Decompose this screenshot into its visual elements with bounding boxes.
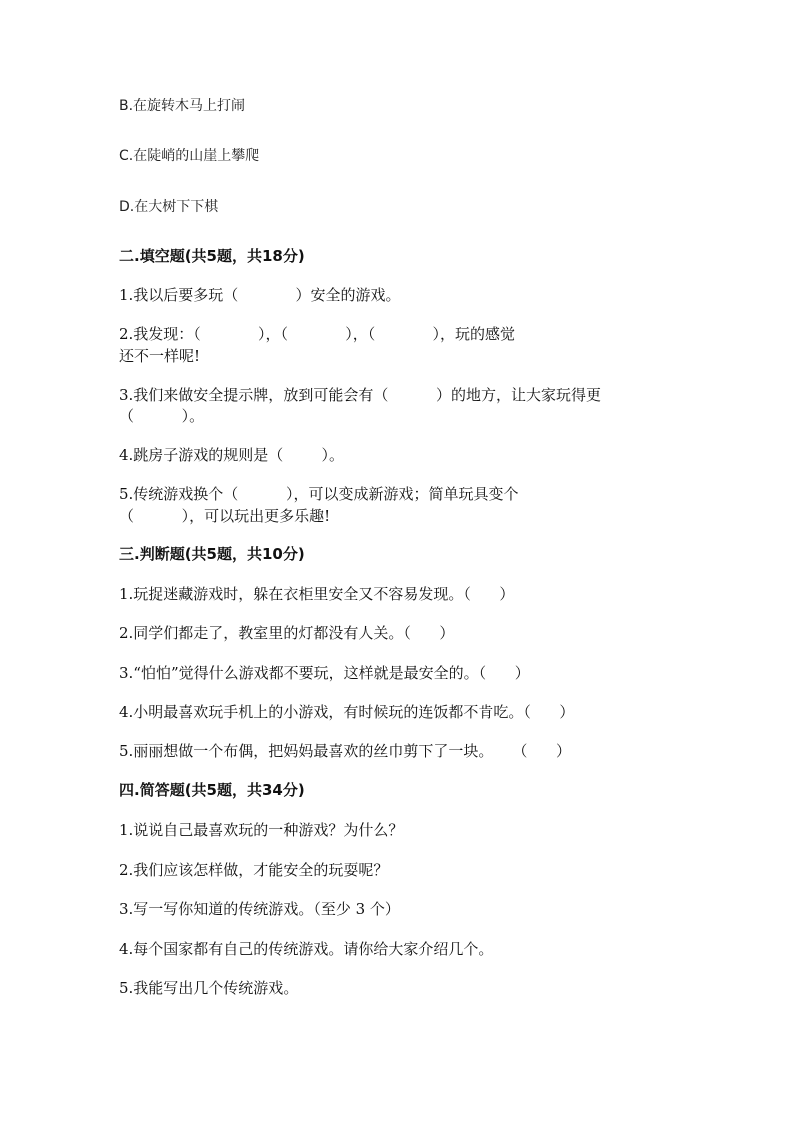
section-fill-heading: 二.填空题(共5题，共18分) bbox=[119, 247, 305, 265]
judge-question-3: 3.“怕怕”觉得什么游戏都不要玩，这样就是最安全的。（ ） bbox=[119, 664, 530, 682]
fill-question-5-line-1: 5.传统游戏换个（ ），可以变成新游戏；简单玩具变个 bbox=[119, 485, 519, 503]
judge-question-1: 1.玩捉迷藏游戏时，躲在衣柜里安全又不容易发现。（ ） bbox=[119, 585, 515, 603]
fill-question-3-line-2: （ ）。 bbox=[119, 407, 205, 425]
judge-question-2: 2.同学们都走了，教室里的灯都没有人关。（ ） bbox=[119, 624, 455, 642]
option-d: D.在大树下下棋 bbox=[119, 199, 219, 215]
section-short-heading: 四.简答题(共5题，共34分) bbox=[119, 781, 305, 799]
judge-question-5: 5.丽丽想做一个布偶，把妈妈最喜欢的丝巾剪下了一块。 （ ） bbox=[119, 742, 571, 760]
option-c: C.在陡峭的山崖上攀爬 bbox=[119, 148, 260, 164]
short-question-2: 2.我们应该怎样做，才能安全的玩耍呢？ bbox=[119, 861, 389, 879]
fill-question-2-line-1: 2.我发现：（ ），（ ），（ ），玩的感觉 bbox=[119, 325, 515, 343]
short-question-5: 5.我能写出几个传统游戏。 bbox=[119, 979, 299, 997]
fill-question-2-line-2: 还不一样呢! bbox=[119, 347, 201, 365]
fill-question-3-line-1: 3.我们来做安全提示牌，放到可能会有（ ）的地方，让大家玩得更 bbox=[119, 386, 601, 404]
section-judge-heading: 三.判断题(共5题，共10分) bbox=[119, 545, 305, 563]
fill-question-1: 1.我以后要多玩（ ）安全的游戏。 bbox=[119, 286, 401, 304]
option-b: B.在旋转木马上打闹 bbox=[119, 98, 246, 114]
fill-question-4: 4.跳房子游戏的规则是（ ）。 bbox=[119, 446, 344, 464]
short-question-4: 4.每个国家都有自己的传统游戏。请你给大家介绍几个。 bbox=[119, 940, 494, 958]
short-question-3: 3.写一写你知道的传统游戏。（至少 3 个） bbox=[119, 900, 400, 918]
fill-question-5-line-2: （ ），可以玩出更多乐趣! bbox=[119, 507, 331, 525]
short-question-1: 1.说说自己最喜欢玩的一种游戏？为什么？ bbox=[119, 821, 404, 839]
judge-question-4: 4.小明最喜欢玩手机上的小游戏，有时候玩的连饭都不肯吃。（ ） bbox=[119, 703, 575, 721]
